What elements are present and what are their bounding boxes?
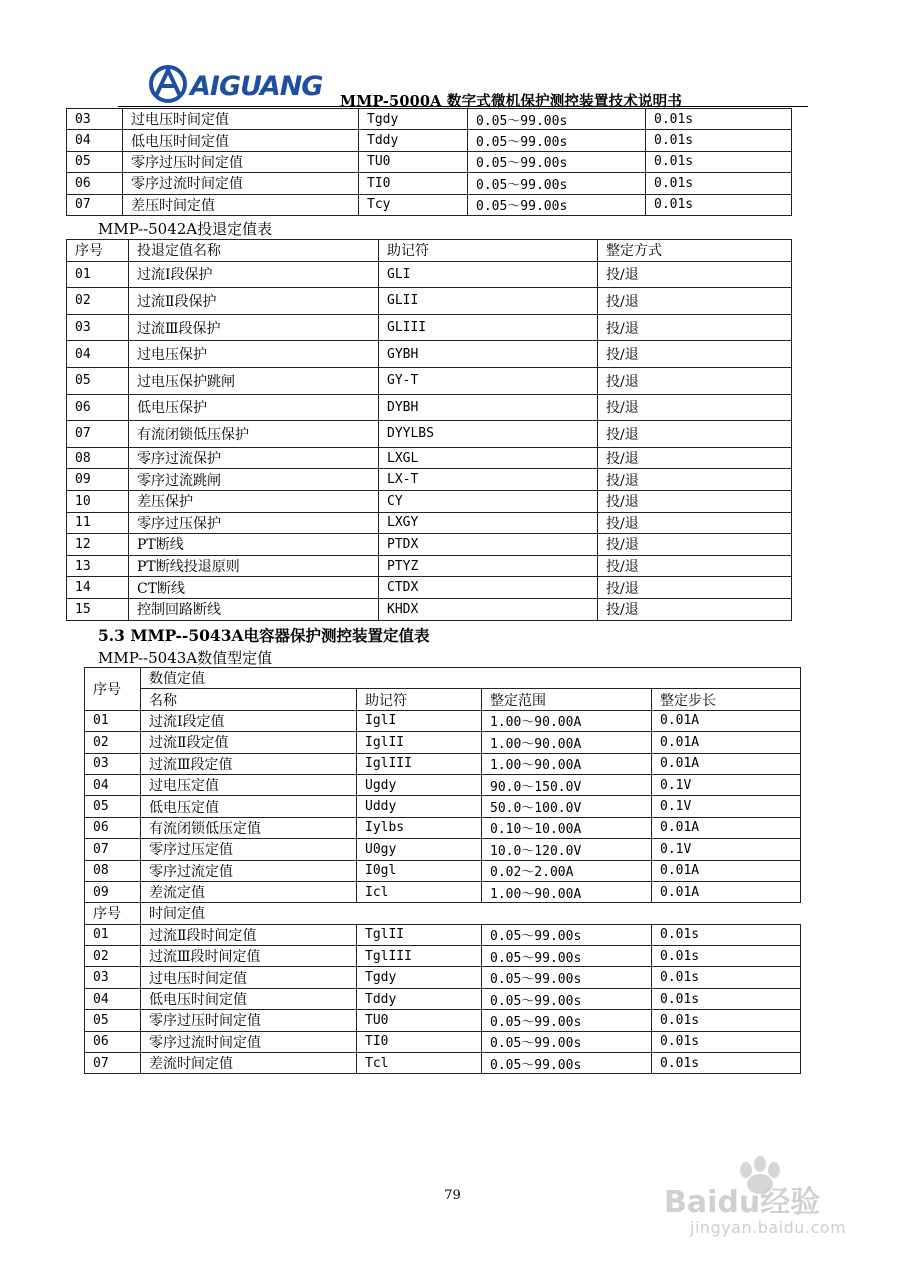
table-cell: 07 (85, 839, 141, 860)
table-cell: 有流闭锁低压定值 (141, 817, 357, 838)
table-cell: 零序过流定值 (141, 860, 357, 881)
table-cell: 过流Ⅱ段定值 (141, 732, 357, 753)
table-cell: 02 (85, 732, 141, 753)
table-cell: 0.02～2.00A (482, 860, 652, 881)
table-cell: Tddy (359, 130, 468, 151)
table-row (67, 261, 792, 288)
table-cell: 10 (67, 490, 129, 512)
table-cell: CT断线 (129, 577, 379, 599)
table-cell: DYBH (379, 394, 598, 421)
seq-header-cell: 序号 (85, 903, 141, 924)
header-cell: 整定步长 (652, 689, 801, 710)
table-cell: 13 (67, 555, 129, 577)
table-cell: 04 (67, 130, 123, 151)
table-cell: 过流Ⅱ段时间定值 (141, 924, 357, 945)
header-rule (118, 106, 808, 107)
table-row (67, 447, 792, 469)
table-cell: CY (379, 490, 598, 512)
table-cell: 0.05～99.00s (482, 967, 652, 988)
table-cell: 差流定值 (141, 881, 357, 902)
table-header-row (85, 903, 801, 924)
table-cell: 0.01s (652, 1031, 801, 1052)
table-row (67, 194, 792, 215)
table-cell: 差压时间定值 (123, 194, 359, 215)
table-cell: 投/退 (598, 490, 792, 512)
table-cell: 04 (85, 988, 141, 1009)
table-row (67, 151, 792, 172)
table-cell: 0.01A (652, 753, 801, 774)
document-title: MMP-5000A 数字式微机保护测控装置技术说明书 (340, 93, 683, 110)
table-cell: 0.01s (652, 1010, 801, 1031)
table-cell: 零序过流保护 (129, 447, 379, 469)
table-cell: 过电压保护 (129, 341, 379, 368)
table-cell: 0.01s (646, 130, 792, 151)
table-cell: 0.01s (652, 988, 801, 1009)
table-cell: 0.01A (652, 881, 801, 902)
table-cell: 0.05～99.00s (468, 173, 646, 194)
table-cell: 09 (67, 469, 129, 491)
table-cell: 05 (67, 367, 129, 394)
group-header-cell: 数值定值 (141, 668, 801, 689)
table-cell: GLIII (379, 314, 598, 341)
table-cell: 06 (85, 817, 141, 838)
table-cell: 零序过流时间定值 (141, 1031, 357, 1052)
table-row (67, 394, 792, 421)
table-cell: U0gy (357, 839, 482, 860)
header-cell: 名称 (141, 689, 357, 710)
table-cell: Tgdy (357, 967, 482, 988)
table-row (85, 1031, 801, 1052)
table-cell: PTDX (379, 534, 598, 556)
table-cell: 差压保护 (129, 490, 379, 512)
table-cell: 03 (67, 314, 129, 341)
table-cell: Tddy (357, 988, 482, 1009)
table-header-row (85, 668, 801, 689)
table-cell: LXGY (379, 512, 598, 534)
table-cell: 过流Ⅲ段定值 (141, 753, 357, 774)
table-cell: 0.01s (646, 109, 792, 130)
table-cell: 0.05～99.00s (482, 988, 652, 1009)
table-cell: Iylbs (357, 817, 482, 838)
table-row (85, 946, 801, 967)
table-cell: PT断线 (129, 534, 379, 556)
table-cell: 08 (67, 447, 129, 469)
table-cell: 09 (85, 881, 141, 902)
table-row (85, 796, 801, 817)
table-cell: 投/退 (598, 421, 792, 448)
table-cell: 投/退 (598, 288, 792, 315)
table-row (67, 534, 792, 556)
table-row (67, 421, 792, 448)
table-cell: Tgdy (359, 109, 468, 130)
table-cell: IglII (357, 732, 482, 753)
table-cell: 03 (67, 109, 123, 130)
aiguang-logo (148, 62, 348, 106)
table-cell: LXGL (379, 447, 598, 469)
table-cell: 1.00～90.00A (482, 881, 652, 902)
table-cell: Uddy (357, 796, 482, 817)
table-caption-5043: MMP--5043A数值型定值 (98, 649, 273, 667)
table-cell: 0.01s (646, 173, 792, 194)
table-cell: TI0 (357, 1031, 482, 1052)
table-cell: DYYLBS (379, 421, 598, 448)
table-cell: 15 (67, 598, 129, 620)
table-row (67, 314, 792, 341)
table-cell: 1.00～90.00A (482, 732, 652, 753)
table-row (85, 710, 801, 731)
table-cell: PT断线投退原则 (129, 555, 379, 577)
table-row (67, 130, 792, 151)
table-cell: 过电压定值 (141, 774, 357, 795)
table-cell: 0.1V (652, 839, 801, 860)
group-header-cell: 时间定值 (141, 903, 801, 924)
table-cell: 投/退 (598, 534, 792, 556)
table-cell: 08 (85, 860, 141, 881)
table-cell: 投/退 (598, 341, 792, 368)
table-cell: TU0 (357, 1010, 482, 1031)
table-cell: IglI (357, 710, 482, 731)
switch-settings-table-5042 (66, 239, 792, 621)
table-cell: LX-T (379, 469, 598, 491)
table-row (67, 598, 792, 620)
table-cell: 0.05～99.00s (482, 946, 652, 967)
table-cell: 投/退 (598, 367, 792, 394)
table-row (67, 512, 792, 534)
table-cell: 03 (85, 967, 141, 988)
time-settings-table-continued (66, 108, 792, 216)
table-cell: 06 (67, 173, 123, 194)
table-row (67, 109, 792, 130)
table-header-row (85, 689, 801, 710)
table-row (67, 577, 792, 599)
table-cell: 01 (85, 924, 141, 945)
table-cell: 过流Ⅱ段保护 (129, 288, 379, 315)
table-cell: 02 (85, 946, 141, 967)
table-cell: TU0 (359, 151, 468, 172)
table-cell: 过流Ⅲ段保护 (129, 314, 379, 341)
table-row (85, 988, 801, 1009)
table-cell: KHDX (379, 598, 598, 620)
table-row (85, 839, 801, 860)
table-caption-5042: MMP--5042A投退定值表 (98, 220, 273, 238)
table-cell: 过流Ⅰ段定值 (141, 710, 357, 731)
table-row (67, 288, 792, 315)
table-cell: 0.01s (652, 967, 801, 988)
table-cell: CTDX (379, 577, 598, 599)
table-row (85, 967, 801, 988)
table-cell: 01 (67, 261, 129, 288)
header-cell: 投退定值名称 (129, 240, 379, 262)
table-row (85, 924, 801, 945)
table-cell: 差流时间定值 (141, 1053, 357, 1074)
table-cell: 低电压时间定值 (141, 988, 357, 1009)
table-cell: IglIII (357, 753, 482, 774)
table-cell: 投/退 (598, 394, 792, 421)
table-cell: 05 (67, 151, 123, 172)
table-cell: 07 (67, 194, 123, 215)
table-cell: 投/退 (598, 512, 792, 534)
table-cell: 0.01s (652, 1053, 801, 1074)
watermark-brand: Baidu经验 (664, 1185, 821, 1220)
table-cell: Tcl (357, 1053, 482, 1074)
table-cell: 投/退 (598, 555, 792, 577)
table-row (85, 774, 801, 795)
table-cell: 11 (67, 512, 129, 534)
table-row (85, 753, 801, 774)
table-row (67, 555, 792, 577)
logo-wordmark: AIGUANG (190, 71, 323, 102)
table-cell: 0.05～99.00s (482, 1031, 652, 1052)
table-row (85, 1053, 801, 1074)
table-cell: Ugdy (357, 774, 482, 795)
table-cell: 03 (85, 753, 141, 774)
table-cell: 投/退 (598, 577, 792, 599)
table-cell: 0.05～99.00s (482, 1010, 652, 1031)
table-cell: 0.1V (652, 796, 801, 817)
table-row (85, 1010, 801, 1031)
table-cell: 0.05～99.00s (482, 924, 652, 945)
table-cell: 低电压保护 (129, 394, 379, 421)
table-row (85, 732, 801, 753)
table-cell: 06 (85, 1031, 141, 1052)
table-cell: 01 (85, 710, 141, 731)
table-cell: 06 (67, 394, 129, 421)
table-cell: 07 (67, 421, 129, 448)
table-cell: 0.05～99.00s (482, 1053, 652, 1074)
table-cell: 零序过流时间定值 (123, 173, 359, 194)
table-cell: 0.1V (652, 774, 801, 795)
table-cell: 有流闭锁低压保护 (129, 421, 379, 448)
table-cell: 0.05～99.00s (468, 130, 646, 151)
table-cell: 04 (85, 774, 141, 795)
table-cell: 0.01s (646, 151, 792, 172)
table-row (67, 490, 792, 512)
table-cell: 投/退 (598, 447, 792, 469)
table-cell: 05 (85, 796, 141, 817)
table-row (67, 469, 792, 491)
header-cell: 助记符 (379, 240, 598, 262)
section-heading: 5.3 MMP--5043A电容器保护测控装置定值表 (98, 626, 430, 645)
table-cell: GLI (379, 261, 598, 288)
table-cell: 零序过压时间定值 (141, 1010, 357, 1031)
table-cell: 投/退 (598, 314, 792, 341)
table-cell: 0.01A (652, 710, 801, 731)
table-cell: 0.05～99.00s (468, 151, 646, 172)
header-cell: 整定方式 (598, 240, 792, 262)
table-cell: 0.01A (652, 817, 801, 838)
table-cell: 04 (67, 341, 129, 368)
seq-header-cell: 序号 (85, 668, 141, 711)
table-cell: 0.05～99.00s (468, 109, 646, 130)
table-row (85, 817, 801, 838)
table-cell: GLII (379, 288, 598, 315)
table-cell: I0gl (357, 860, 482, 881)
table-row (85, 860, 801, 881)
table-cell: 0.01A (652, 732, 801, 753)
table-cell: 14 (67, 577, 129, 599)
numeric-settings-table-5043 (84, 667, 801, 1074)
table-cell: 过电压保护跳闸 (129, 367, 379, 394)
table-cell: 零序过压保护 (129, 512, 379, 534)
table-cell: 12 (67, 534, 129, 556)
table-cell: 90.0～150.0V (482, 774, 652, 795)
table-row (67, 173, 792, 194)
table-cell: GY-T (379, 367, 598, 394)
table-cell: 投/退 (598, 469, 792, 491)
table-cell: 零序过压时间定值 (123, 151, 359, 172)
table-row (67, 341, 792, 368)
table-cell: 50.0～100.0V (482, 796, 652, 817)
table-cell: PTYZ (379, 555, 598, 577)
table-cell: 0.01s (646, 194, 792, 215)
table-cell: 零序过压定值 (141, 839, 357, 860)
table-row (85, 881, 801, 902)
table-cell: 1.00～90.00A (482, 753, 652, 774)
table-cell: GYBH (379, 341, 598, 368)
table-header-row (67, 240, 792, 262)
table-cell: 0.10～10.00A (482, 817, 652, 838)
table-cell: TI0 (359, 173, 468, 194)
table-cell: 过电压时间定值 (123, 109, 359, 130)
table-cell: 过流Ⅲ段时间定值 (141, 946, 357, 967)
table-cell: 投/退 (598, 261, 792, 288)
table-row (67, 367, 792, 394)
table-cell: Icl (357, 881, 482, 902)
table-cell: 07 (85, 1053, 141, 1074)
table-cell: 0.01s (652, 946, 801, 967)
table-cell: 低电压时间定值 (123, 130, 359, 151)
table-cell: 0.01A (652, 860, 801, 881)
table-cell: 10.0～120.0V (482, 839, 652, 860)
header-cell: 助记符 (357, 689, 482, 710)
table-cell: 投/退 (598, 598, 792, 620)
table-cell: 过流Ⅰ段保护 (129, 261, 379, 288)
page-number: 79 (444, 1188, 461, 1203)
table-cell: 1.00～90.00A (482, 710, 652, 731)
table-cell: 02 (67, 288, 129, 315)
header-cell: 整定范围 (482, 689, 652, 710)
table-cell: 零序过流跳闸 (129, 469, 379, 491)
table-cell: 过电压时间定值 (141, 967, 357, 988)
table-cell: 0.01s (652, 924, 801, 945)
watermark-url: jingyan.baidu.com (690, 1218, 847, 1237)
table-cell: 05 (85, 1010, 141, 1031)
header-cell: 序号 (67, 240, 129, 262)
table-cell: TglII (357, 924, 482, 945)
table-cell: 低电压定值 (141, 796, 357, 817)
table-cell: 0.05～99.00s (468, 194, 646, 215)
table-cell: 控制回路断线 (129, 598, 379, 620)
table-cell: TglIII (357, 946, 482, 967)
table-cell: Tcy (359, 194, 468, 215)
